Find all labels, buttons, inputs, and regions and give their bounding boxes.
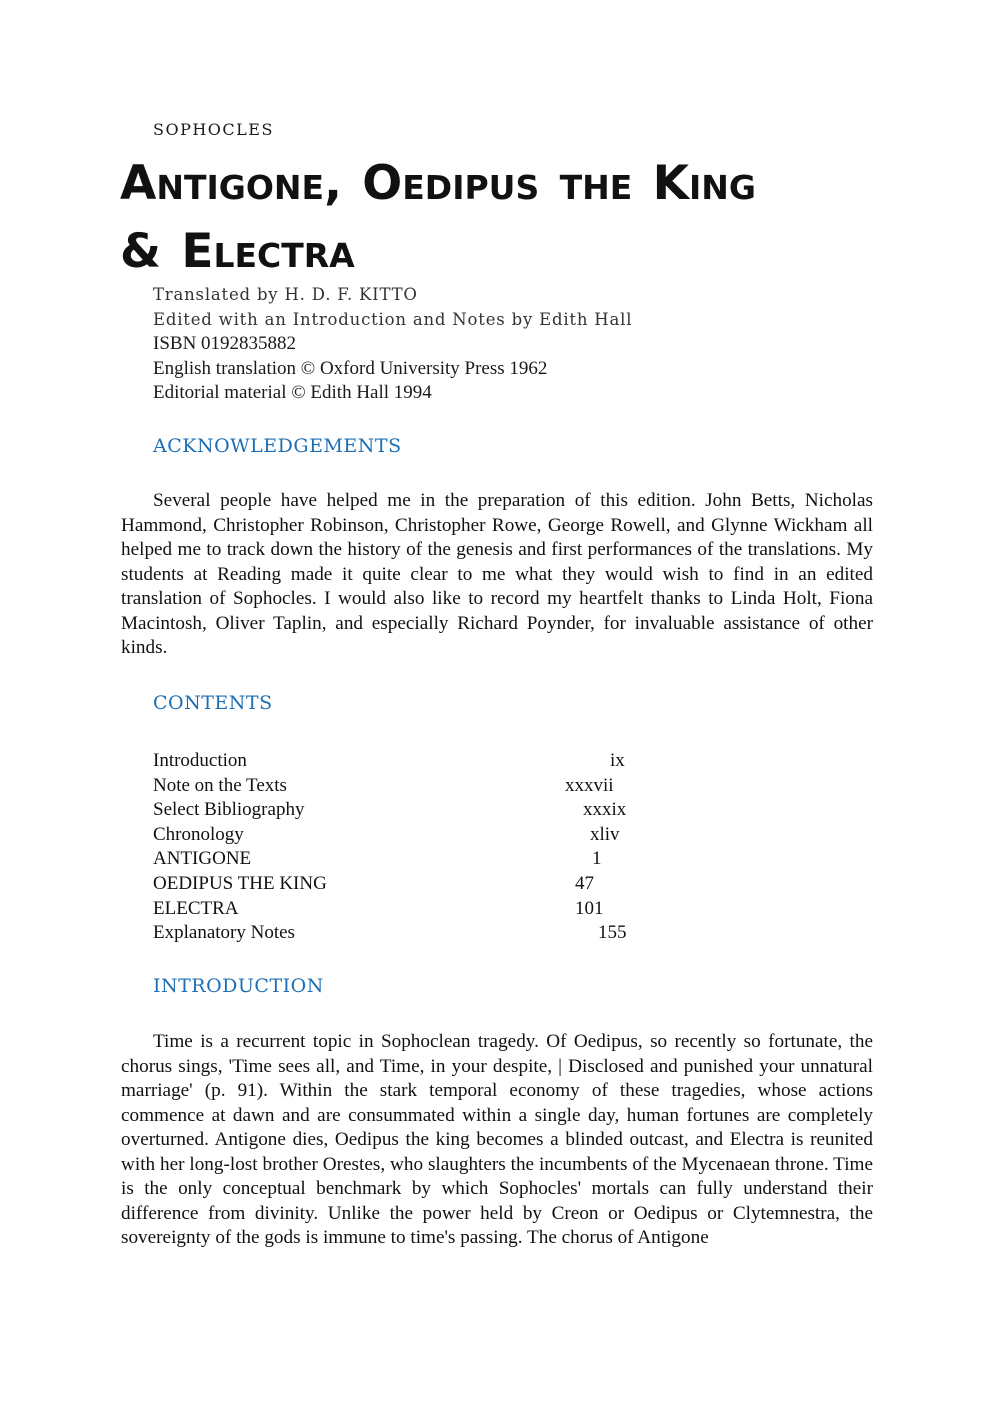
toc-entry-label: Chronology — [153, 823, 244, 845]
acknowledgements-paragraph: Several people have helped me in the preparation of this edition. John Betts, Nicholas Hammond, Christopher Robinson, Christopher Rowe, George Rowell, and Glynne Wickham all helped me to track down the history of the genesis and first performances of the translations. My students at Reading made it quite clear to me what they would wish to find in an edited translation of Sophocles. I would also like to record my heartfelt thanks to Linda Holt, Fiona Macintosh, Oliver Taplin, and especially Richard Poynder, for invaluable assistance of other kinds. — [121, 490, 873, 658]
toc-entry-page: 47 — [575, 872, 594, 894]
book-title-line-1: Antigone, Oedipus the King — [120, 156, 757, 211]
toc-entry[interactable] — [153, 897, 653, 922]
editor-line: Edited with an Introduction and Notes by Edith Hall — [153, 309, 633, 329]
toc-entry-page: 155 — [598, 922, 627, 944]
toc-entry[interactable] — [153, 749, 653, 774]
toc-entry-page: xxxix — [583, 799, 627, 821]
isbn-line: ISBN 0192835882 — [153, 333, 297, 354]
toc-entry[interactable] — [153, 921, 653, 946]
editorial-copyright-line: Editorial material © Edith Hall 1994 — [153, 382, 432, 403]
contents-heading: CONTENTS — [153, 692, 273, 714]
toc-entry[interactable] — [153, 872, 653, 897]
toc-entry[interactable] — [153, 847, 653, 872]
introduction-heading: INTRODUCTION — [153, 975, 324, 997]
toc-entry[interactable] — [153, 823, 653, 848]
author-name: SOPHOCLES — [153, 120, 274, 139]
toc-entry-label: ANTIGONE — [153, 848, 252, 870]
translation-copyright-line: English translation © Oxford University Press 1962 — [153, 357, 548, 379]
toc-entry-page: 101 — [575, 897, 604, 919]
acknowledgements-heading: ACKNOWLEDGEMENTS — [153, 435, 402, 457]
toc-entry-page: 1 — [592, 848, 602, 870]
toc-entry-page: ix — [610, 750, 625, 771]
toc-entry[interactable] — [153, 798, 653, 823]
toc-entry-label: Select Bibliography — [153, 799, 305, 821]
toc-entry-label: Introduction — [153, 750, 247, 771]
toc-entry-label: OEDIPUS THE KING — [153, 872, 327, 894]
toc-entry-page: xxxvii — [565, 774, 614, 796]
toc-entry-label: Note on the Texts — [153, 774, 287, 796]
toc-entry-label: Explanatory Notes — [153, 922, 295, 944]
toc-entry-page: xliv — [590, 823, 620, 845]
book-title-line-2: & Electra — [120, 224, 355, 279]
toc-entry[interactable] — [153, 774, 653, 799]
introduction-paragraph: Time is a recurrent topic in Sophoclean tragedy. Of Oedipus, so recently so fortunate, the chorus sings, 'Time sees all, and Time, in your despite, | Disclosed and punished your unnatural marriage' (p. 91). Within the stark temporal economy of these tragedies, whose actions commence at dawn and are consummated within a single day, human fortunes are completely overturned. Antigone dies, Oedipus the king becomes a blinded outcast, and Electra is reunited with her long-lost brother Orestes, who slaughters the incumbents of the Mycenaean throne. Time is the only conceptual benchmark by which Sophocles' mortals can fully understand their difference from divinity. Unlike the power held by Creon or Oedipus or Clytemnestra, the sovereignty of the gods is immune to time's passing. The chorus of Antigone — [121, 1031, 873, 1248]
toc-entry-label: ELECTRA — [153, 897, 239, 919]
publication-details — [153, 283, 632, 406]
book-title — [120, 150, 880, 286]
table-of-contents — [153, 749, 653, 946]
translator-line: Translated by H. D. F. KITTO — [153, 285, 418, 304]
